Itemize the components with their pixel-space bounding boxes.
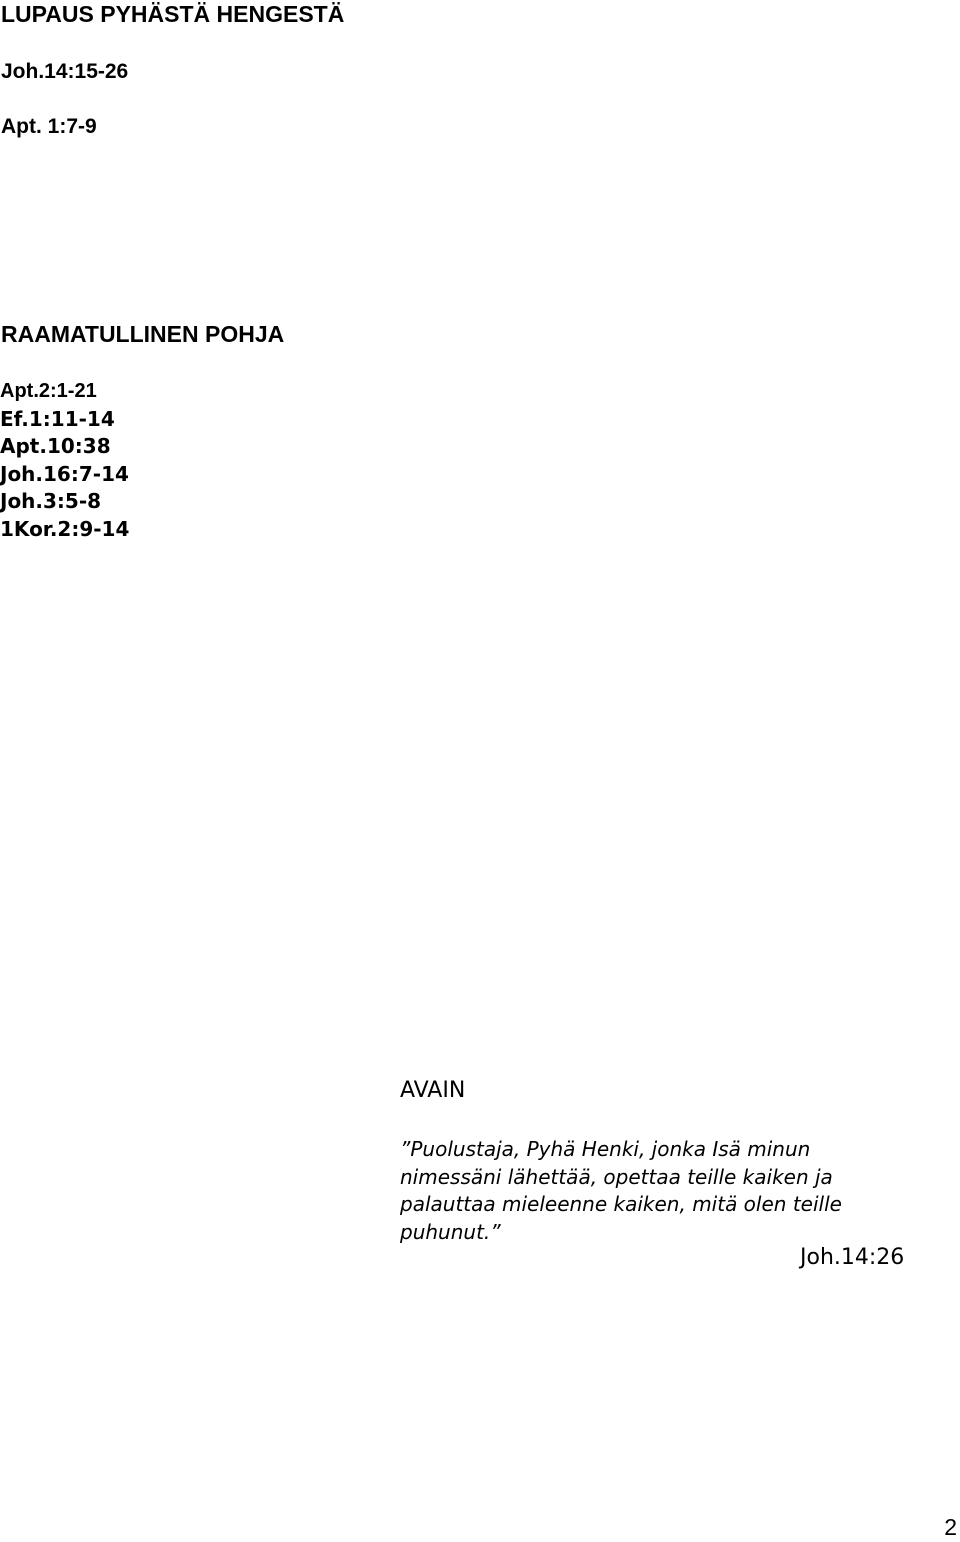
- list-item: Joh.16:7-14: [0, 461, 129, 486]
- scripture-reference-list: [0, 378, 129, 543]
- key-verse-reference: Joh.14:26: [800, 1245, 905, 1270]
- list-item: 1Kor.2:9-14: [0, 516, 130, 541]
- quote-line: palauttaa mieleenne kaiken, mitä olen teille: [400, 1192, 842, 1216]
- list-item: Apt.10:38: [0, 434, 111, 458]
- quote-line: puhunut.”: [400, 1219, 501, 1244]
- list-item: Joh.3:5-8: [0, 489, 102, 513]
- main-reference: Joh.14:15-26: [1, 60, 129, 83]
- list-item: Ef.1:11-14: [0, 406, 115, 431]
- key-verse-quote: [400, 1136, 940, 1246]
- page-number: 2: [944, 1514, 957, 1540]
- quote-line: ”Puolustaja, Pyhä Henki, jonka Isä minun: [400, 1137, 811, 1161]
- section-heading: RAAMATULLINEN POHJA: [1, 321, 285, 347]
- key-heading: AVAIN: [400, 1078, 466, 1103]
- document-title: LUPAUS PYHÄSTÄ HENGESTÄ: [1, 1, 345, 27]
- quote-line: nimessäni lähettää, opettaa teille kaiken ja: [400, 1164, 833, 1189]
- list-item: Apt.2:1-21: [0, 380, 97, 402]
- main-reference: Apt. 1:7-9: [1, 115, 97, 138]
